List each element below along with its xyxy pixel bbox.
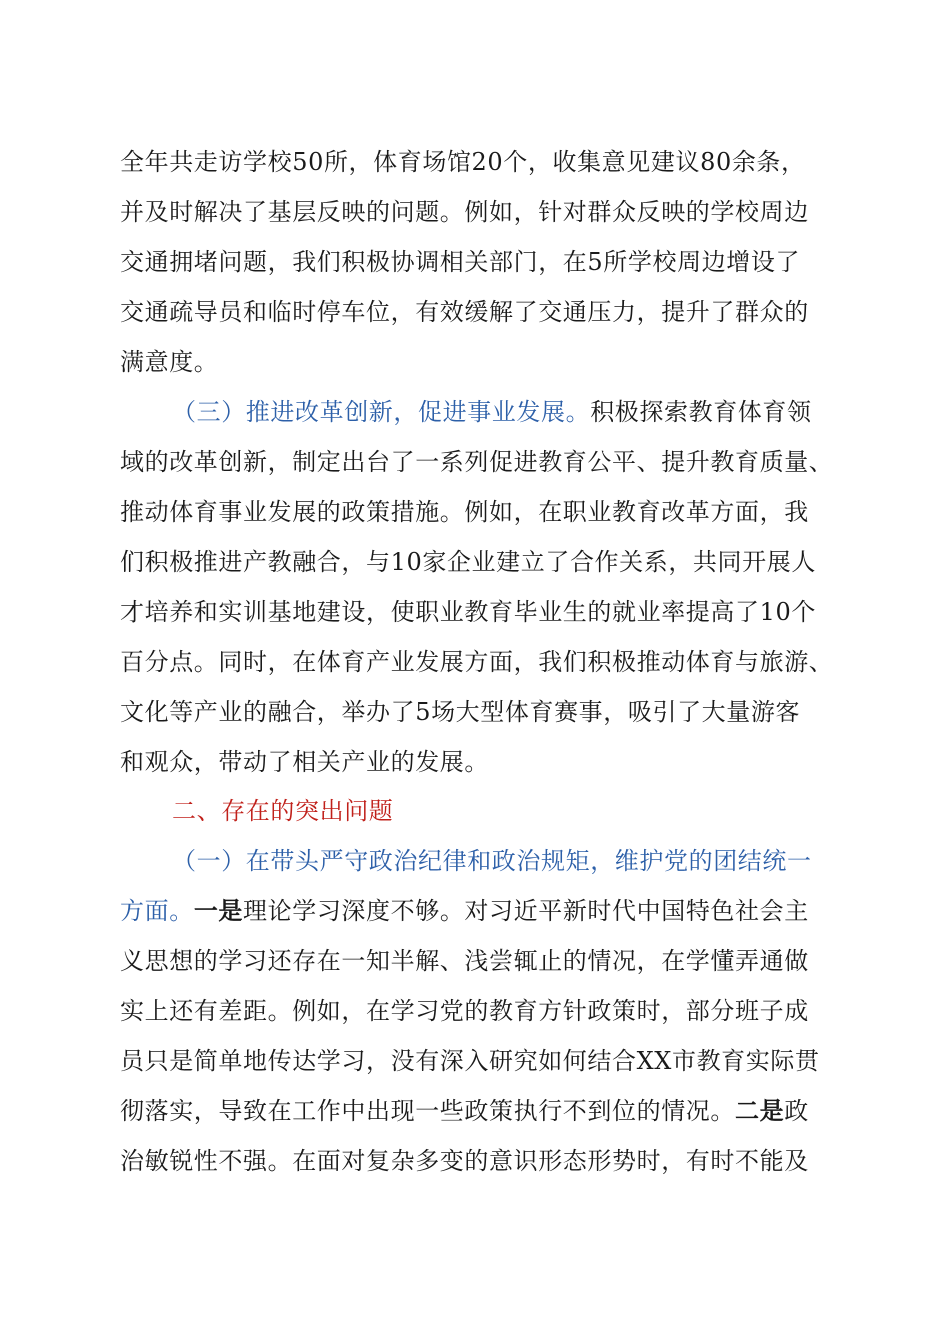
paragraph-line: 并及时解决了基层反映的问题。例如，针对群众反映的学校周边 [120, 198, 809, 226]
sub1-line6 [120, 1086, 840, 1136]
paragraph-line: 百分点。同时，在体育产业发展方面，我们积极推动体育与旅游、 [120, 648, 834, 676]
sub1-line2-text: 理论学习深度不够。对习近平新时代中国特色社会主 [243, 897, 809, 925]
paragraph-line: 治敏锐性不强。在面对复杂多变的意识形态形势时，有时不能及 [120, 1147, 809, 1175]
paragraph-line: 义思想的学习还存在一知半解、浅尝辄止的情况，在学懂弄通做 [120, 947, 809, 975]
paragraph-line: 实上还有差距。例如，在学习党的教育方针政策时，部分班子成 [120, 997, 809, 1025]
part2-title: 二、存在的突出问题 [172, 797, 394, 825]
paragraph-line: 交通拥堵问题，我们积极协调相关部门，在5所学校周边增设了 [120, 248, 801, 276]
section3-first-line [172, 387, 840, 437]
paragraph-line: 文化等产业的融合，举办了5场大型体育赛事，吸引了大量游客 [120, 698, 801, 726]
paragraph-line: 才培养和实训基地建设，使职业教育毕业生的就业率提高了10个 [120, 598, 816, 626]
paragraph-line: 满意度。 [120, 348, 219, 376]
paragraph-line: 们积极推进产教融合，与10家企业建立了合作关系，共同开展人 [120, 548, 816, 576]
paragraph-line: 和观众，带动了相关产业的发展。 [120, 748, 489, 776]
sub1-heading-line1: （一）在带头严守政治纪律和政治规矩，维护党的团结统一 [172, 847, 812, 875]
sub1-line6-end: 政 [784, 1097, 809, 1125]
paragraph-line: 全年共走访学校50所，体育场馆20个，收集意见建议80余条， [120, 148, 806, 176]
section3-heading: （三）推进改革创新，促进事业发展。 [172, 398, 591, 426]
bold-marker-1: 一是 [193, 896, 244, 925]
sub1-line6-start: 彻落实，导致在工作中出现一些政策执行不到位的情况。 [120, 1097, 735, 1125]
bold-marker-2: 二是 [735, 1096, 785, 1125]
section3-first-line-text: 积极探索教育体育领 [590, 398, 812, 426]
paragraph-line: 推动体育事业发展的政策措施。例如，在职业教育改革方面，我 [120, 498, 809, 526]
paragraph-line: 交通疏导员和临时停车位，有效缓解了交通压力，提升了群众的 [120, 298, 809, 326]
paragraph-line: 域的改革创新，制定出台了一系列促进教育公平、提升教育质量、 [120, 448, 834, 476]
paragraph-line: 员只是简单地传达学习，没有深入研究如何结合XX市教育实际贯 [120, 1047, 820, 1075]
sub1-heading-line2: 方面。 [120, 897, 194, 925]
sub1-line2 [120, 886, 840, 936]
